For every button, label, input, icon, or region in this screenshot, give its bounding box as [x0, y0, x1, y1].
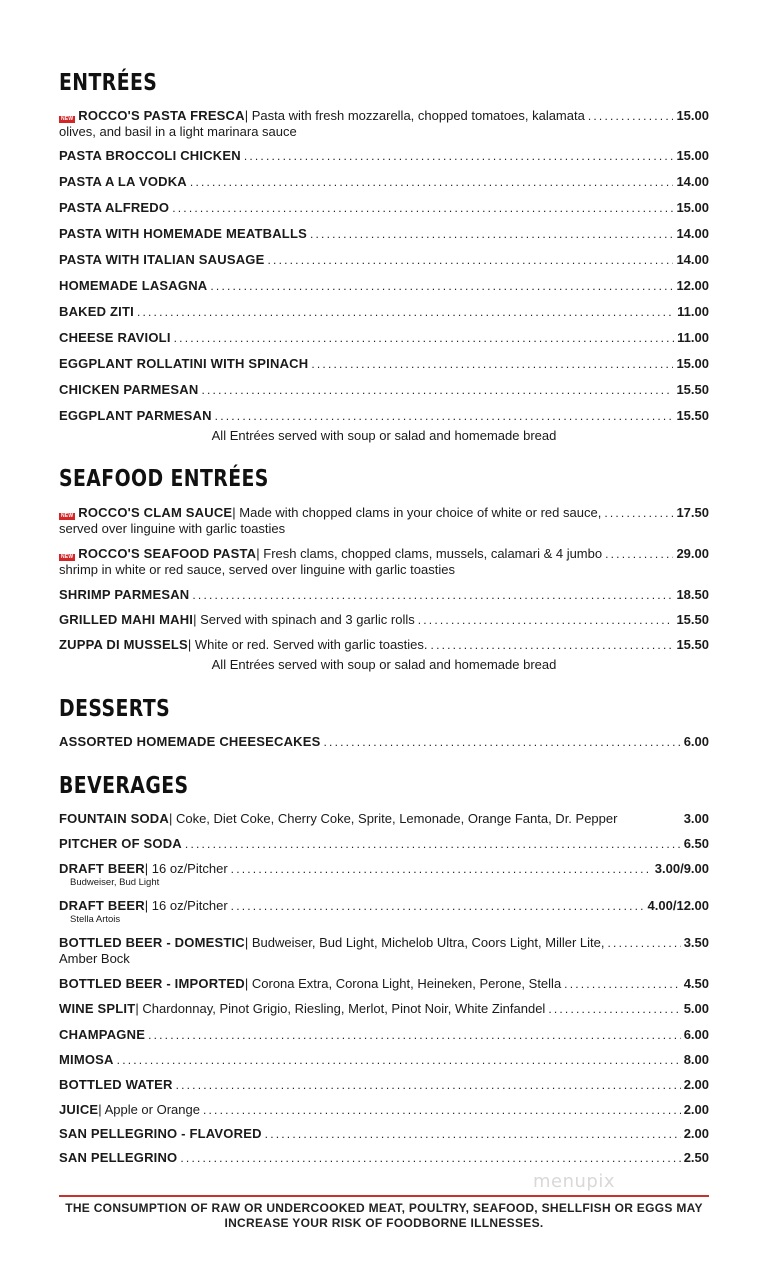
menu-item: [59, 976, 709, 992]
menu-item-line: [59, 408, 709, 424]
menu-item-price: 11.00: [677, 330, 709, 345]
dot-leader: [268, 252, 674, 268]
dot-leader: [324, 734, 681, 750]
menu-item-name: PITCHER OF SODA: [59, 836, 182, 851]
new-badge: NEW: [61, 116, 74, 122]
new-badge: NEW: [61, 513, 74, 519]
dot-leader: [210, 278, 673, 294]
menu-item-line: [59, 278, 709, 294]
menu-item-line: [59, 587, 709, 603]
menu-item-price: 15.50: [676, 612, 709, 627]
menu-item-price: 6.00: [683, 734, 709, 749]
menu-item-name: EGGPLANT PARMESAN: [59, 408, 212, 423]
menu-item: [59, 1077, 709, 1093]
menu-item-line: [59, 612, 709, 628]
menu-item-description: | Budweiser, Bud Light, Michelob Ultra, Coors Light, Miller Lite,: [244, 935, 605, 950]
menu-item: [59, 1027, 709, 1043]
menu-item-line: [59, 734, 709, 750]
menu-item-name: ASSORTED HOMEMADE CHEESECAKES: [59, 734, 321, 749]
section-title-beverages: BEVERAGES: [59, 773, 189, 799]
dot-leader: [174, 330, 675, 346]
menu-item-price: 29.00: [676, 546, 709, 561]
menu-item-name: PASTA BROCCOLI CHICKEN: [59, 148, 241, 163]
menu-item-line: [59, 505, 709, 521]
section-title-entrees: ENTRÉES: [59, 70, 158, 96]
menu-item-price: 15.00: [676, 356, 709, 371]
menu-item-line: [59, 148, 709, 164]
dot-leader: [231, 861, 652, 877]
dot-leader: [608, 935, 681, 951]
dot-leader: [180, 1150, 680, 1166]
menu-item-name: PASTA A LA VODKA: [59, 174, 187, 189]
menu-item-price: 4.50: [683, 976, 709, 991]
menu-item: [59, 861, 709, 889]
dot-leader: [137, 304, 674, 320]
menu-item-price: 14.00: [676, 226, 709, 241]
menu-item-description: | Chardonnay, Pinot Grigio, Riesling, Merlot, Pinot Noir, White Zinfandel: [135, 1001, 546, 1016]
new-badge: NEW: [61, 554, 74, 560]
dot-leader: [192, 587, 673, 603]
menu-item: [59, 382, 709, 398]
menu-item-name: BOTTLED WATER: [59, 1077, 173, 1092]
menu-item: [59, 811, 709, 827]
menu-item-name: EGGPLANT ROLLATINI WITH SPINACH: [59, 356, 309, 371]
menu-item-price: 15.50: [676, 408, 709, 423]
menu-item-price: 3.00/9.00: [654, 861, 709, 876]
menu-item-line: [59, 861, 709, 877]
menu-item-line: [59, 330, 709, 346]
menu-item-line: [59, 811, 709, 827]
menu-item-line: [59, 356, 709, 372]
menu-item-line: [59, 1150, 709, 1166]
menu-item-name: SAN PELLEGRINO - FLAVORED: [59, 1126, 262, 1141]
menu-item-line: [59, 1027, 709, 1043]
menu-item-line: [59, 976, 709, 992]
dot-leader: [310, 226, 673, 242]
menu-item-name: CHICKEN PARMESAN: [59, 382, 199, 397]
menu-item-line: [59, 1052, 709, 1068]
menu-item: [59, 1126, 709, 1142]
menu-item-line: [59, 1102, 709, 1118]
menu-item-price: 6.50: [683, 836, 709, 851]
menu-item-description: | Made with chopped clams in your choice of white or red sauce,: [232, 505, 602, 520]
dot-leader: [431, 637, 674, 653]
menu-item-price: 5.00: [683, 1001, 709, 1016]
menu-item-line: [59, 898, 709, 914]
menu-item-description-cont: served over linguine with garlic toasties: [59, 521, 286, 536]
menu-item: [59, 304, 709, 320]
menu-item-name: GRILLED MAHI MAHI: [59, 612, 194, 627]
menu-item: [59, 356, 709, 372]
menu-item-line: [59, 836, 709, 852]
dot-leader: [201, 382, 673, 398]
watermark-logo: menupix: [533, 1171, 616, 1192]
menu-item-name: BOTTLED BEER - DOMESTIC: [59, 935, 245, 950]
menu-item-name: CHAMPAGNE: [59, 1027, 146, 1042]
dot-leader: [231, 898, 645, 914]
menu-item: [59, 637, 709, 653]
menu-item-price: 8.00: [683, 1052, 709, 1067]
dot-leader: [117, 1052, 681, 1068]
menu-item-price: 12.00: [676, 278, 709, 293]
dot-leader: [605, 546, 673, 562]
dot-leader: [311, 356, 673, 372]
menu-item-name: PASTA WITH ITALIAN SAUSAGE: [59, 252, 265, 267]
menu-item-name: ZUPPA DI MUSSELS: [59, 637, 188, 652]
menu-item: [59, 935, 709, 967]
menu-item: [59, 1001, 709, 1017]
entrees-note: All Entrées served with soup or salad and homemade bread: [211, 428, 557, 443]
menu-item-line: [59, 304, 709, 320]
dot-leader: [148, 1027, 681, 1043]
menu-item: [59, 836, 709, 852]
menu-item: [59, 1102, 709, 1118]
menu-item-price: 11.00: [677, 304, 709, 319]
menu-item-description-cont: shrimp in white or red sauce, served over linguine with garlic toasties: [59, 562, 455, 577]
menu-item-name: SHRIMP PARMESAN: [59, 587, 190, 602]
menu-item: [59, 108, 709, 140]
menu-item: [59, 1052, 709, 1068]
menu-item-name: WINE SPLIT: [59, 1001, 136, 1016]
menu-item-description: | Pasta with fresh mozzarella, chopped tomatoes, kalamata: [244, 108, 585, 123]
menu-item-price: 3.50: [683, 935, 709, 950]
menu-item-price: 4.00/12.00: [647, 898, 709, 913]
menu-item-line: [59, 637, 709, 653]
menu-item-name: DRAFT BEER: [59, 861, 145, 876]
menu-item-description: | 16 oz/Pitcher: [144, 861, 228, 876]
menu-item-description: | Corona Extra, Corona Light, Heineken, Perone, Stella: [244, 976, 562, 991]
menu-item-line: [59, 546, 709, 562]
menu-item-name: DRAFT BEER: [59, 898, 145, 913]
seafood-note: All Entrées served with soup or salad and homemade bread: [211, 657, 557, 672]
menu-item: [59, 408, 709, 424]
menu-item-description: | Served with spinach and 3 garlic rolls: [193, 612, 415, 627]
menu-item-description-cont: olives, and basil in a light marinara sauce: [59, 124, 297, 139]
menu-item-price: 2.50: [683, 1150, 709, 1165]
menu-item-line: [59, 935, 709, 951]
dot-leader: [190, 174, 674, 190]
menu-item-name: BAKED ZITI: [59, 304, 134, 319]
menu-item: [59, 1150, 709, 1166]
menu-item-price: 3.00: [683, 811, 709, 826]
menu-item: [59, 226, 709, 242]
menu-item: [59, 505, 709, 537]
menu-item-name: FOUNTAIN SODA: [59, 811, 169, 826]
menu-item-line: [59, 252, 709, 268]
menu-item-description: | Apple or Orange: [98, 1102, 200, 1117]
menu-item-price: 18.50: [676, 587, 709, 602]
menu-item-line: [59, 200, 709, 216]
dot-leader: [172, 200, 673, 216]
menu-item-name: SAN PELLEGRINO: [59, 1150, 178, 1165]
dot-leader: [185, 836, 681, 852]
dot-leader: [418, 612, 674, 628]
menu-item: [59, 898, 709, 926]
divider-rule: [59, 1195, 709, 1197]
menu-item-line: [59, 382, 709, 398]
menu-item-price: 15.00: [676, 200, 709, 215]
menu-item-name: HOMEMADE LASAGNA: [59, 278, 208, 293]
menu-item-name: PASTA WITH HOMEMADE MEATBALLS: [59, 226, 307, 241]
menu-item-name: ROCCO'S PASTA FRESCA: [78, 108, 245, 123]
menu-item: [59, 174, 709, 190]
menu-item-description-cont: Amber Bock: [59, 951, 130, 966]
menu-item: [59, 200, 709, 216]
menu-item: [59, 734, 709, 750]
dot-leader: [564, 976, 681, 992]
dot-leader: [265, 1126, 681, 1142]
menu-item-name: BOTTLED BEER - IMPORTED: [59, 976, 245, 991]
menu-item-description: | Fresh clams, chopped clams, mussels, calamari & 4 jumbo: [256, 546, 603, 561]
menu-item-price: 6.00: [683, 1027, 709, 1042]
dot-leader: [176, 1077, 681, 1093]
menu-item-name: ROCCO'S CLAM SAUCE: [78, 505, 233, 520]
menu-item-subtext: Budweiser, Bud Light: [70, 877, 160, 888]
menu-item-name: CHEESE RAVIOLI: [59, 330, 171, 345]
menu-item-description: | Coke, Diet Coke, Cherry Coke, Sprite, Lemonade, Orange Fanta, Dr. Pepper: [168, 811, 618, 826]
menu-item-price: 2.00: [683, 1126, 709, 1141]
dot-leader: [203, 1102, 681, 1118]
dot-leader: [604, 505, 673, 521]
menu-item-line: [59, 108, 709, 124]
menu-item: [59, 278, 709, 294]
menu-item-line: [59, 226, 709, 242]
menu-item-price: 15.50: [676, 382, 709, 397]
menu-item: [59, 587, 709, 603]
menu-item-line: [59, 1077, 709, 1093]
menu-item-price: 2.00: [683, 1077, 709, 1092]
dot-leader: [215, 408, 674, 424]
menu-item-price: 17.50: [676, 505, 709, 520]
menu-item-line: [59, 1001, 709, 1017]
disclaimer-text: THE CONSUMPTION OF RAW OR UNDERCOOKED MEAT, POULTRY, SEAFOOD, SHELLFISH OR EGGS MAY INCREASE YOUR RISK OF FOODBORNE ILLNESSES.: [65, 1201, 703, 1230]
section-title-desserts: DESSERTS: [59, 696, 171, 722]
menu-item-name: JUICE: [59, 1102, 99, 1117]
menu-item-price: 2.00: [683, 1102, 709, 1117]
menu-item-line: [59, 174, 709, 190]
dot-leader: [588, 108, 674, 124]
menu-item-description: | 16 oz/Pitcher: [144, 898, 228, 913]
menu-item-price: 14.00: [676, 252, 709, 267]
menu-item: [59, 612, 709, 628]
menu-item-name: PASTA ALFREDO: [59, 200, 170, 215]
menu-item: [59, 252, 709, 268]
menu-item: [59, 546, 709, 578]
menu-item-name: MIMOSA: [59, 1052, 114, 1067]
menu-item-description: | White or red. Served with garlic toasties.: [187, 637, 428, 652]
dot-leader: [548, 1001, 680, 1017]
menu-item-price: 14.00: [676, 174, 709, 189]
menu-item: [59, 148, 709, 164]
section-title-seafood: SEAFOOD ENTRÉES: [59, 466, 269, 492]
dot-leader: [244, 148, 674, 164]
menu-item-price: 15.00: [676, 108, 709, 123]
menu-item-line: [59, 1126, 709, 1142]
menu-item-subtext: Stella Artois: [70, 914, 121, 925]
menu-item: [59, 330, 709, 346]
menu-item-name: ROCCO'S SEAFOOD PASTA: [78, 546, 257, 561]
menu-item-price: 15.00: [676, 148, 709, 163]
menu-item-price: 15.50: [676, 637, 709, 652]
